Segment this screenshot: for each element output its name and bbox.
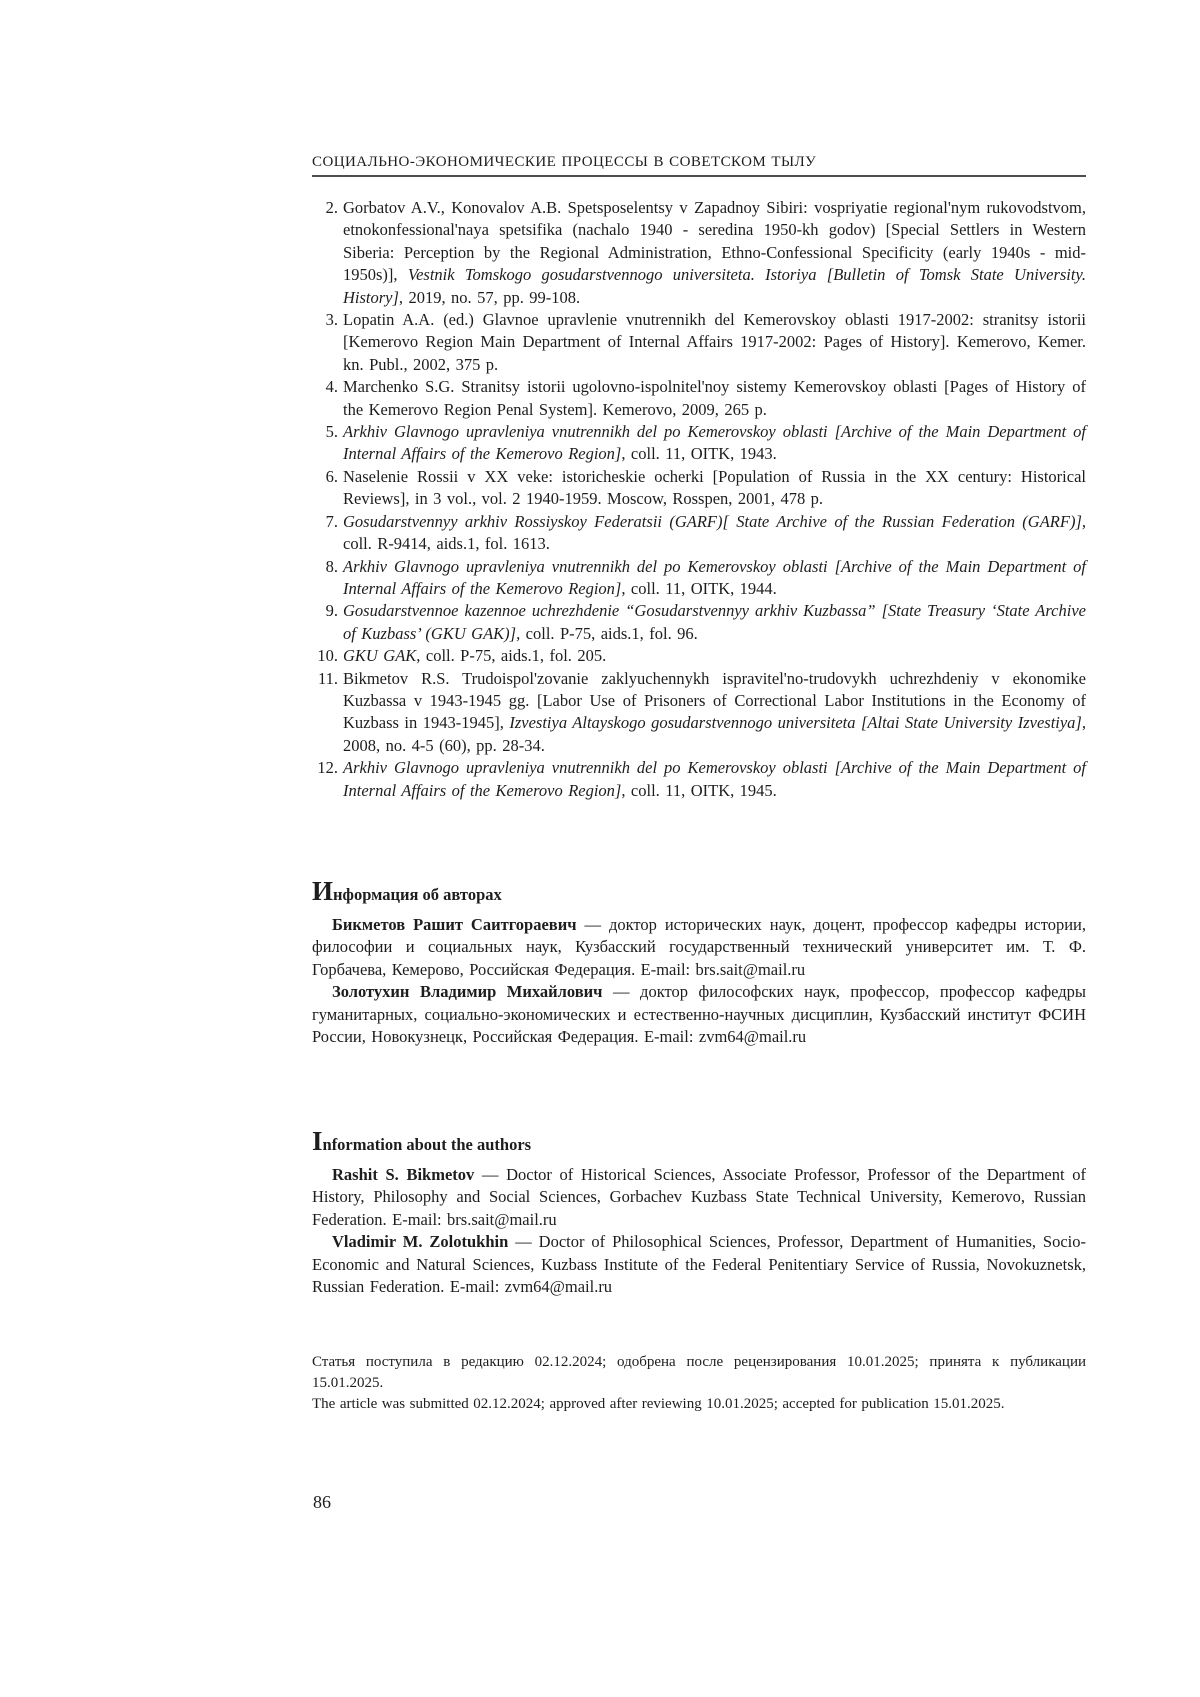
reference-item xyxy=(312,645,1086,667)
reference-number: 12. xyxy=(317,758,338,778)
authors-ru-list xyxy=(312,914,1086,1048)
reference-text: Bikmetov R.S. Trudoispol'zovanie zaklyuchennykh ispravitel'no-trudovykh uchrezhdeniy v ekonomike Kuzbassa v 1943-1945 gg. [Labor Use of Prisoners of Correctional Labor Institutions in the Economy of Kuzbass in 1943-1945], xyxy=(343,668,1086,733)
authors-info-ru-heading xyxy=(312,876,1086,910)
reference-text: coll. R-9414, aids.1, fol. 1613. xyxy=(343,534,550,554)
reference-source-title: Vestnik Tomskogo gosudarstvennogo universiteta. Istoriya [Bulletin of Tomsk State University. History] xyxy=(343,265,1086,307)
page-number: 86 xyxy=(313,1492,331,1512)
heading-initial-en: I xyxy=(312,1126,323,1156)
reference-item xyxy=(312,668,1086,758)
reference-source-title: Izvestiya Altayskogo gosudarstvennogo universiteta [Altai State University Izvestiya] xyxy=(509,713,1082,733)
running-header-title: СОЦИАЛЬНО-ЭКОНОМИЧЕСКИЕ ПРОЦЕССЫ В СОВЕТСКОМ ТЫЛУ xyxy=(312,154,817,170)
submission-note-ru: Статья поступила в редакцию 02.12.2024; одобрена после рецензирования 10.01.2025; принята к публикации 15.01.2025. xyxy=(312,1354,1086,1391)
author-entry xyxy=(312,1231,1086,1298)
reference-text: coll. P-75, aids.1, fol. 96. xyxy=(520,623,698,643)
reference-source-title: Arkhiv Glavnogo upravleniya vnutrennikh del po Kemerovskoy oblasti [Archive of the Main Department of Internal Affairs of the Kemerovo Region] xyxy=(343,556,1086,598)
reference-source-title: Gosudarstvennoe kazennoe uchrezhdenie “Gosudarstvennyy arkhiv Kuzbassa” [State Treasury ‘State Archive of Kuzbass’ (GKU GAK)], xyxy=(343,601,1086,643)
author-entry xyxy=(312,914,1086,981)
reference-item xyxy=(312,376,1086,421)
reference-text: , coll. P-75, aids.1, fol. 205. xyxy=(416,646,607,666)
authors-info-en-heading xyxy=(312,1126,1086,1160)
author-description: — доктор философских наук, профессор, профессор кафедры гуманитарных, социально-экономических и естественно-научных дисциплин, Кузбасский институт ФСИН России, Новокузнецк, Российская Федерация. E-mail: zvm64@mail.ru xyxy=(312,982,1086,1047)
reference-item xyxy=(312,421,1086,466)
authors-info-en-section xyxy=(312,1126,1087,1298)
author-entry xyxy=(312,981,1086,1048)
reference-item xyxy=(312,600,1086,645)
authors-en-list xyxy=(312,1164,1086,1298)
authors-info-ru-section xyxy=(312,876,1087,1048)
reference-item xyxy=(312,757,1086,802)
reference-text: , coll. 11, OITK, 1945. xyxy=(621,780,777,800)
author-entry xyxy=(312,1164,1086,1231)
reference-number: 6. xyxy=(325,466,338,486)
reference-text: , 2008, no. 4-5 (60), pp. 28-34. xyxy=(343,713,1086,755)
reference-number: 7. xyxy=(325,511,338,531)
heading-rest-en: nformation about the authors xyxy=(322,1135,532,1154)
heading-initial-ru: И xyxy=(312,876,334,906)
reference-number: 4. xyxy=(325,377,338,397)
reference-number: 3. xyxy=(325,310,338,330)
author-name: Rashit S. Bikmetov xyxy=(332,1165,475,1184)
reference-source-title: Arkhiv Glavnogo upravleniya vnutrennikh del po Kemerovskoy oblasti [Archive of the Main Department of Internal Affairs of the Kemerovo Region] xyxy=(343,758,1086,800)
reference-text: , 2019, no. 57, pp. 99-108. xyxy=(398,287,581,307)
reference-source-title: Gosudarstvennyy arkhiv Rossiyskoy Federatsii (GARF)[ State Archive of the Russian Federation (GARF)], xyxy=(343,511,1086,531)
reference-number: 5. xyxy=(325,422,338,442)
reference-item xyxy=(312,197,1086,309)
author-description: — доктор исторических наук, доцент, профессор кафедры истории, философии и социальных наук, Кузбасский государственный технический университет им. Т. Ф. Горбачева, Кемерово, Российская Федерация. E-mail: brs.sait@mail.ru xyxy=(312,915,1087,979)
reference-number: 11. xyxy=(317,668,338,688)
reference-item xyxy=(312,466,1086,511)
reference-item xyxy=(312,309,1086,376)
running-header xyxy=(312,154,1086,177)
reference-text: Marchenko S.G. Stranitsy istorii ugolovno-ispolnitel'noy sistemy Kemerovskoy oblasti [Pages of History of the Kemerovo Region Penal System]. Kemerovo, 2009, 265 p. xyxy=(343,377,1086,419)
heading-rest-ru: нформация об авторах xyxy=(333,885,502,904)
reference-number: 8. xyxy=(325,556,338,576)
reference-text: , coll. 11, OITK, 1943. xyxy=(621,444,777,464)
references-list xyxy=(312,197,1086,802)
reference-text: Gorbatov A.V., Konovalov A.B. Spetsposelentsy v Zapadnoy Sibiri: vospriyatie regional'nym rukovodstvom, etnokonfessional'naya spetsifika (nachalo 1940 - seredina 1950-kh godov) [Special Settlers in Western Siberia: Perception by the Regional Administration, Ethno-Confessional Specificity (early 1940s - mid-1950s)], xyxy=(343,198,1086,285)
reference-text: , coll. 11, OITK, 1944. xyxy=(621,578,777,598)
reference-number: 9. xyxy=(325,601,338,621)
reference-text: Lopatin A.A. (ed.) Glavnoe upravlenie vnutrennikh del Kemerovskoy oblasti 1917-2002: stranitsy istorii [Kemerovo Region Main Department of Internal Affairs 1917-2002: Pages of History]. Kemerovo, Kemer. kn. Publ., 2002, 375 p. xyxy=(343,310,1086,374)
submission-notes xyxy=(312,1352,1086,1415)
author-name: Золотухин Владимир Михайлович xyxy=(332,982,603,1002)
reference-item xyxy=(312,511,1086,556)
author-name: Vladimir M. Zolotukhin xyxy=(332,1232,509,1252)
submission-note-en: The article was submitted 02.12.2024; approved after reviewing 10.01.2025; accepted for publication 15.01.2025. xyxy=(312,1396,1005,1412)
reference-source-title: GKU GAK xyxy=(343,646,417,666)
reference-item xyxy=(312,556,1086,601)
reference-number: 2. xyxy=(325,198,338,217)
author-name: Бикметов Рашит Саитгораевич xyxy=(332,915,577,934)
reference-source-title: Arkhiv Glavnogo upravleniya vnutrennikh del po Kemerovskoy oblasti [Archive of the Main Department of Internal Affairs of the Kemerovo Region] xyxy=(343,422,1086,464)
author-description: — Doctor of Philosophical Sciences, Professor, Department of Humanities, Socio-Economic and Natural Sciences, Kuzbass Institute of the Federal Penitentiary Service of Russia, Novokuznetsk, Russian Federation. E-mail: zvm64@mail.ru xyxy=(312,1232,1087,1297)
author-description: — Doctor of Historical Sciences, Associate Professor, Professor of the Department of History, Philosophy and Social Sciences, Gorbachev Kuzbass State Technical University, Kemerovo, Russian Federation. E-mail: brs.sait@mail.ru xyxy=(312,1165,1086,1229)
reference-number: 10. xyxy=(317,646,338,666)
reference-text: Naselenie Rossii v XX veke: istoricheskie ocherki [Population of Russia in the XX century: Historical Reviews], in 3 vol., vol. 2 1940-1959. Moscow, Rosspen, 2001, 478 p. xyxy=(343,466,1086,509)
